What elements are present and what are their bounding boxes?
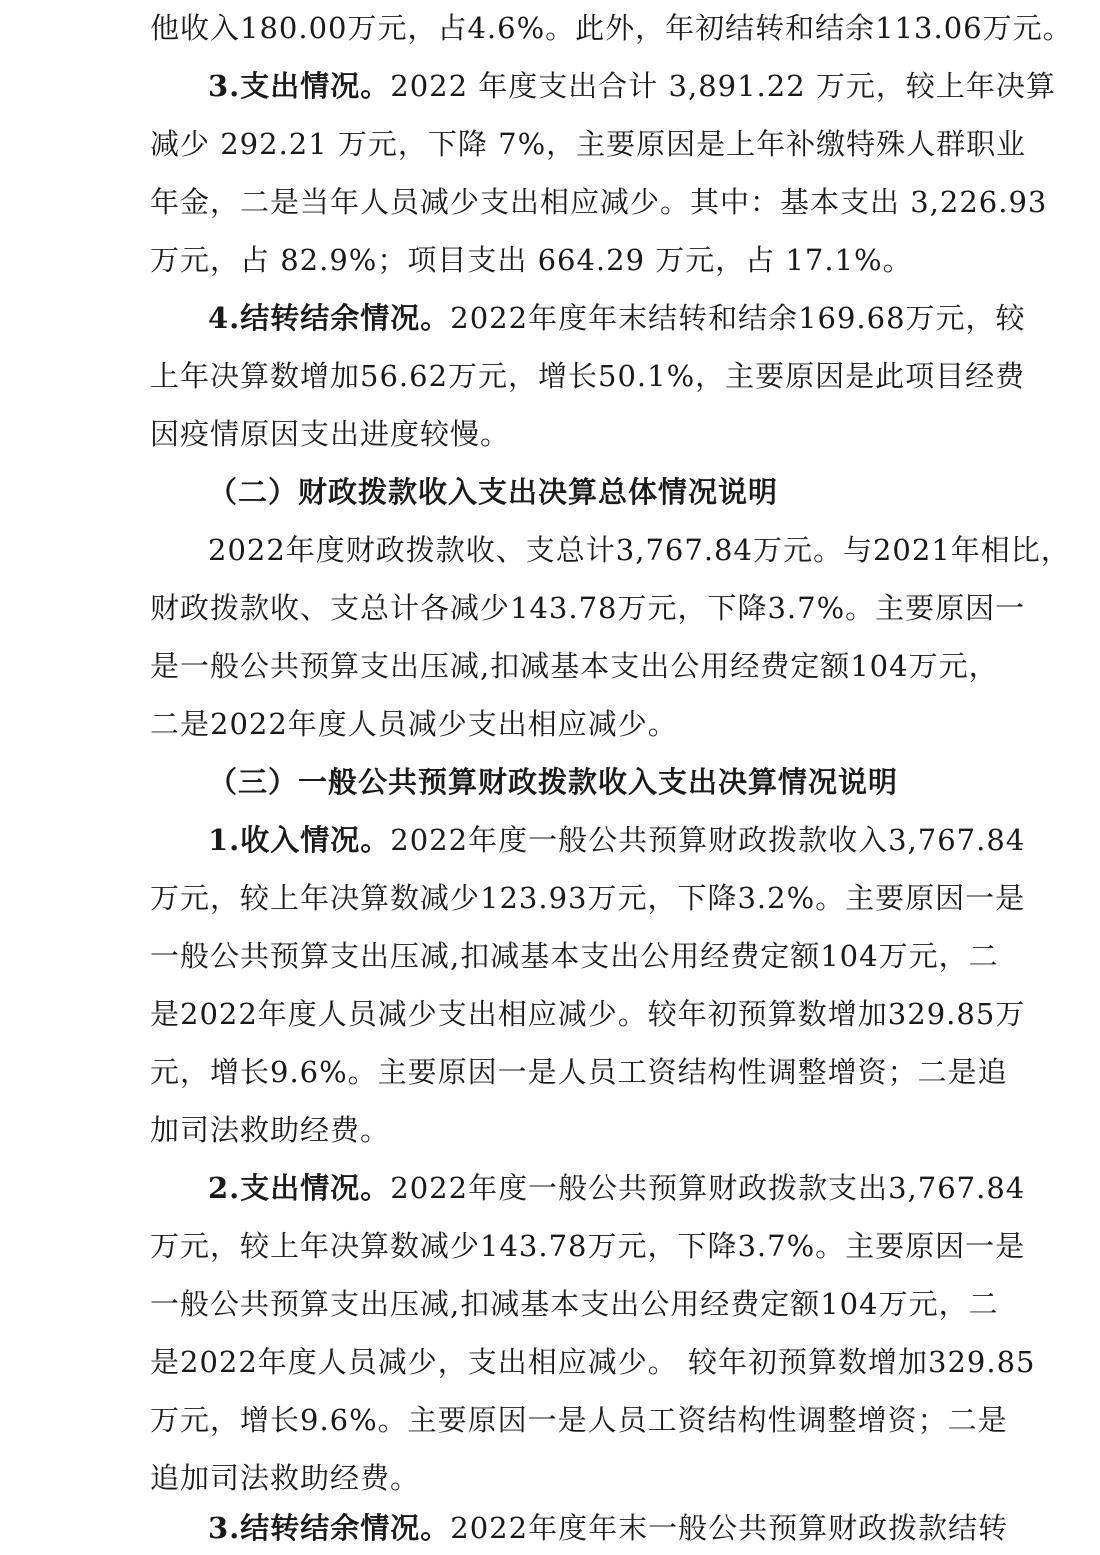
paragraph-line: 万元，较上年决算数减少123.93万元，下降3.2%。主要原因一是 (150, 881, 1026, 915)
paragraph-line: 减少 292.21 万元，下降 7%，主要原因是上年补缴特殊人群职业 (150, 127, 1027, 161)
section-lead: 1.收入情况。 (208, 823, 391, 857)
paragraph-line-carryover: 4.结转结余情况。2022年度年末结转和结余169.68万元，较 (208, 301, 1026, 335)
paragraph-line: 他收入180.00万元，占4.6%。此外，年初结转和结余113.06万元。 (150, 11, 1073, 45)
paragraph-line: 加司法救助经费。 (150, 1113, 391, 1147)
section-heading-2: （二）财政拨款收入支出决算总体情况说明 (208, 475, 779, 509)
paragraph-line: 万元，增长9.6%。主要原因一是人员工资结构性调整增资；二是 (150, 1403, 1008, 1437)
paragraph-line: 万元，较上年决算数减少143.78万元，下降3.7%。主要原因一是 (150, 1229, 1026, 1263)
paragraph-line: 一般公共预算支出压减,扣减基本支出公用经费定额104万元，二 (150, 1287, 999, 1321)
paragraph-line: 是2022年度人员减少支出相应减少。较年初预算数增加329.85万 (150, 997, 1026, 1031)
paragraph-line: 财政拨款收、支总计各减少143.78万元，下降3.7%。主要原因一 (150, 591, 1026, 625)
paragraph-line: 是2022年度人员减少，支出相应减少。 较年初预算数增加329.85 (150, 1345, 1036, 1379)
paragraph-line: 因疫情原因支出进度较慢。 (150, 417, 511, 451)
paragraph-line: 上年决算数增加56.62万元，增长50.1%，主要原因是此项目经费 (150, 359, 1026, 393)
paragraph-line: 是一般公共预算支出压减,扣减基本支出公用经费定额104万元， (150, 649, 999, 683)
section-lead: 3.支出情况。 (208, 69, 391, 103)
paragraph-line-income: 1.收入情况。2022年度一般公共预算财政拨款收入3,767.84 (208, 823, 1026, 857)
section-lead: 3.结转结余情况。 (208, 1511, 451, 1545)
section-lead: 4.结转结余情况。 (208, 301, 451, 335)
section-lead: 2.支出情况。 (208, 1171, 391, 1205)
paragraph-line: 年金，二是当年人员减少支出相应减少。其中：基本支出 3,226.93 (150, 185, 1048, 219)
paragraph-line: 2022年度财政拨款收、支总计3,767.84万元。与2021年相比， (208, 533, 1071, 567)
paragraph-line: 追加司法救助经费。 (150, 1461, 421, 1495)
section-heading-3: （三）一般公共预算财政拨款收入支出决算情况说明 (208, 765, 899, 799)
paragraph-line: 二是2022年度人员减少支出相应减少。 (150, 707, 678, 741)
paragraph-line-spending: 2.支出情况。2022年度一般公共预算财政拨款支出3,767.84 (208, 1171, 1026, 1205)
paragraph-line: 一般公共预算支出压减,扣减基本支出公用经费定额104万元，二 (150, 939, 999, 973)
paragraph-line: 元，增长9.6%。主要原因一是人员工资结构性调整增资；二是追 (150, 1055, 1008, 1089)
paragraph-line: 万元，占 82.9%；项目支出 664.29 万元，占 17.1%。 (150, 243, 913, 277)
paragraph-line-balance: 3.结转结余情况。2022年度年末一般公共预算财政拨款结转 (208, 1511, 1009, 1545)
paragraph-line-expenditure: 3.支出情况。2022 年度支出合计 3,891.22 万元，较上年决算 (208, 69, 1056, 103)
